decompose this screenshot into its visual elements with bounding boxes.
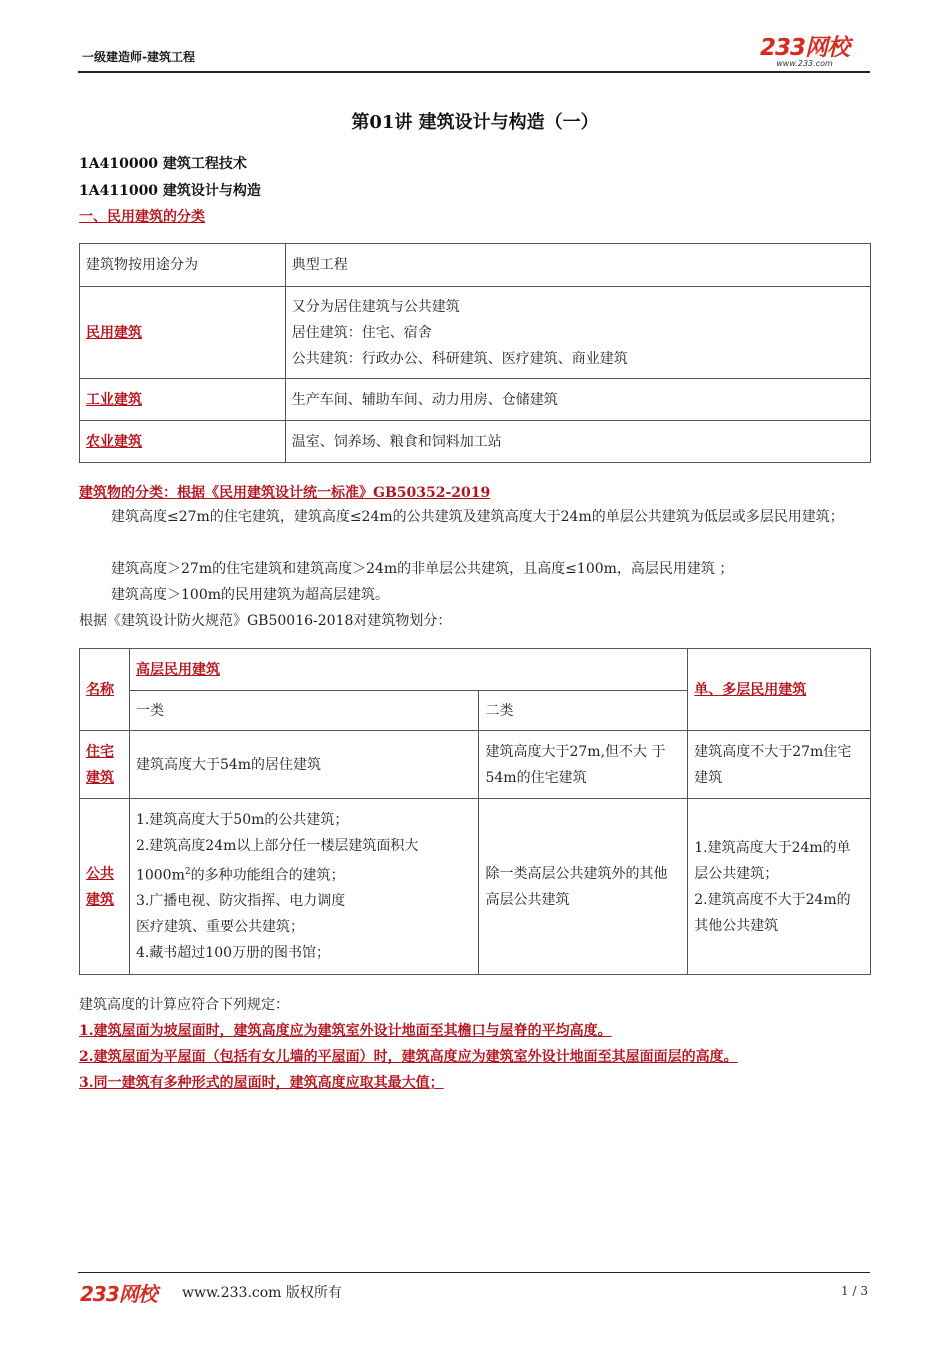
area-value: 1000m — [135, 867, 185, 884]
usage-classification-table — [79, 243, 871, 463]
table-row — [80, 421, 871, 463]
classification-heading[interactable]: 建筑物的分类：根据《民用建筑设计统一标准》GB50352-2019 — [79, 485, 491, 501]
table-header-cell: 建筑物按用途分为 — [80, 244, 286, 287]
footer-logo[interactable]: 233网校 — [80, 1282, 157, 1306]
detail-line: 温室、饲养场、粮食和饲料加工站 — [285, 421, 870, 463]
row-name-industrial[interactable]: 工业建筑 — [80, 379, 286, 421]
row-name-civil[interactable]: 民用建筑 — [80, 287, 286, 379]
page-title: 第01讲 建筑设计与构造（一） — [351, 112, 599, 133]
header-class-1: 一类 — [129, 691, 479, 731]
row-name-public[interactable] — [80, 799, 130, 975]
heading-section: 1A411000 建筑设计与构造 — [79, 183, 261, 199]
criteria-line: 2.建筑高度24m以上部分任一楼层建筑面积大 — [135, 837, 419, 854]
fire-code-classification-table — [79, 648, 871, 975]
heading-chapter: 1A410000 建筑工程技术 — [79, 156, 247, 172]
residential-class-1: 建筑高度大于54m的居住建筑 — [129, 731, 479, 799]
logo-text: 233网校 — [760, 35, 850, 61]
criteria-line: 2.建筑高度不大于24m的其他公共建筑 — [694, 891, 851, 934]
header-high-rise[interactable]: 高层民用建筑 — [129, 649, 687, 691]
criteria-line: 医疗建筑、重要公共建筑； — [135, 919, 304, 936]
row-name-residential[interactable] — [80, 731, 130, 799]
header-class-2: 二类 — [479, 691, 688, 731]
criteria-line: 1.建筑高度大于50m的公共建筑； — [135, 811, 349, 828]
table-row-residential — [80, 731, 871, 799]
height-rule-3[interactable]: 3.同一建筑有多种形式的屋面时，建筑高度应取其最大值； — [79, 1075, 444, 1091]
residential-class-2: 建筑高度大于27m,但不大 于54m的住宅建筑 — [479, 731, 688, 799]
heading-civil-classification[interactable]: 一、民用建筑的分类 — [79, 209, 205, 225]
footer-copyright: www.233.com 版权所有 — [182, 1285, 342, 1301]
name-line: 建筑 — [86, 891, 114, 908]
height-rule-1[interactable]: 1.建筑屋面为坡屋面时，建筑高度应为建筑室外设计地面至其檐口与屋脊的平均高度。 — [79, 1023, 612, 1039]
area-suffix: 的多种功能组合的建筑； — [190, 867, 345, 884]
criteria-line: 1.建筑高度大于24m的单层公共建筑； — [694, 839, 851, 882]
public-low-rise — [688, 799, 871, 975]
table-header-cell: 典型工程 — [285, 244, 870, 287]
footer-divider — [78, 1272, 870, 1273]
paragraph-high-rise: 建筑高度＞27m的住宅建筑和建筑高度＞24m的非单层公共建筑，且高度≤100m，高层民用建筑 ； — [111, 561, 734, 577]
paragraph-low-rise: 建筑高度≤27m的住宅建筑，建筑高度≤24m的公共建筑及建筑高度大于24m的单层公共建筑为低层或多层民用建筑； — [111, 509, 844, 525]
detail-line: 居住建筑：住宅、宿舍 — [291, 324, 432, 341]
criteria-line: 4.藏书超过100万册的图书馆； — [135, 945, 331, 962]
height-rule-2[interactable]: 2.建筑屋面为平屋面（包括有女儿墙的平屋面）时，建筑高度应为建筑室外设计地面至其屋面面层的高度。 — [79, 1049, 738, 1065]
logo-url: www.233.com — [776, 59, 833, 68]
detail-line: 又分为居住建筑与公共建筑 — [291, 298, 460, 315]
table-header-row — [80, 649, 871, 691]
table-row-public — [80, 799, 871, 975]
header-name[interactable]: 名称 — [80, 649, 130, 731]
header-divider — [78, 71, 870, 73]
detail-line: 公共建筑：行政办公、科研建筑、医疗建筑、商业建筑 — [291, 350, 628, 367]
name-line: 住宅 — [86, 743, 114, 760]
public-class-2: 除一类高层公共建筑外的其他高层公共建筑 — [479, 799, 688, 975]
name-line: 建筑 — [86, 769, 114, 786]
table-header-row — [80, 244, 871, 287]
criteria-line: 3.广播电视、防灾指挥、电力调度 — [135, 893, 346, 910]
paragraph-super-high-rise: 建筑高度＞100m的民用建筑为超高层建筑。 — [111, 587, 389, 603]
row-detail — [285, 287, 870, 379]
area-exponent: 2 — [184, 866, 191, 877]
name-line: 公共 — [86, 865, 114, 882]
detail-line: 生产车间、辅助车间、动力用房、仓储建筑 — [285, 379, 870, 421]
row-name-agricultural[interactable]: 农业建筑 — [80, 421, 286, 463]
brand-logo[interactable] — [760, 36, 849, 68]
header-low-rise[interactable]: 单、多层民用建筑 — [688, 649, 871, 731]
paragraph-fire-code: 根据《建筑设计防火规范》GB50016-2018对建筑物划分： — [79, 613, 452, 629]
criteria-line — [136, 859, 473, 889]
table-row — [80, 379, 871, 421]
page-number: 1 / 3 — [841, 1284, 868, 1298]
table-row — [80, 287, 871, 379]
height-rules-intro: 建筑高度的计算应符合下列规定： — [79, 997, 289, 1013]
public-class-1 — [129, 799, 479, 975]
residential-low-rise: 建筑高度不大于27m住宅建筑 — [688, 731, 871, 799]
header-doc-category: 一级建造师-建筑工程 — [82, 50, 195, 64]
